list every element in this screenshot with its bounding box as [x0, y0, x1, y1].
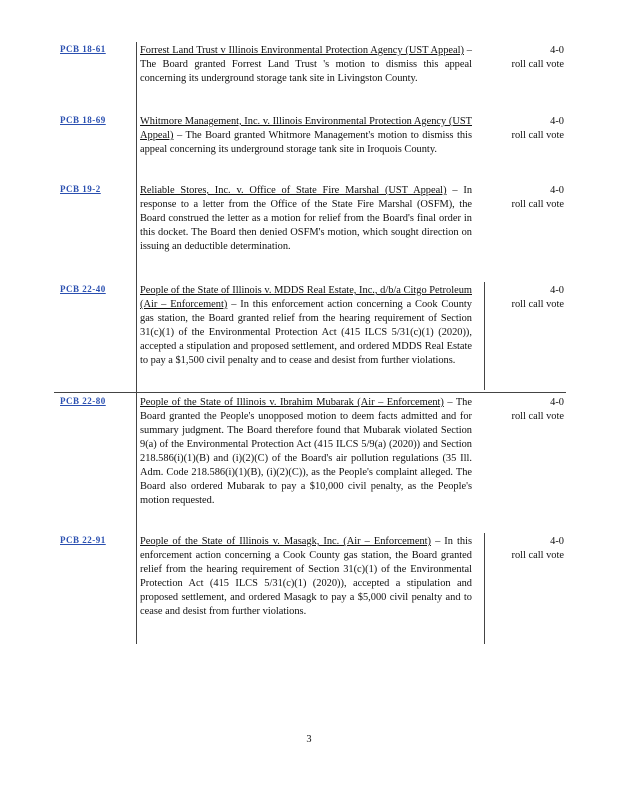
case-number-link[interactable]: PCB 18-69: [60, 115, 106, 125]
case-summary: – In this enforcement action concerning a Cook County gas station, the Board granted relief from the hearing requirement of Section 31(c)(1) of the Environmental Protection Act (415 ILCS 5/31(c)(1) (2020)), accepted a stipulation and proposed settlement, and ordered Masagk to pay a $5,000 civil penalty and to cease and desist from further violations.: [140, 536, 472, 617]
case-number-link[interactable]: PCB 18-61: [60, 44, 106, 54]
vote-count: 4-0: [550, 45, 564, 56]
case-title: People of the State of Illinois v. Ibrahim Mubarak (Air – Enforcement): [140, 397, 444, 408]
case-title: Forrest Land Trust v Illinois Environmental Protection Agency (UST Appeal): [140, 45, 464, 56]
vote-cell: [484, 284, 564, 312]
column-divider-right: [484, 533, 485, 644]
case-summary: – In response to a letter from the Office of the State Fire Marshal (OSFM), the Board construed the letter as a motion for relief from the Board's final order in this docket. The Board then denied OSFM's motion, which sought direction on issuing an deductible determination.: [140, 185, 473, 252]
vote-cell: [484, 184, 564, 212]
vote-count: 4-0: [550, 116, 564, 127]
vote-type: roll call vote: [511, 411, 564, 422]
case-title: Whitmore Management, Inc. v. Illinois Environmental Protection Agency (UST Appeal): [140, 116, 472, 141]
page-number: 3: [306, 734, 312, 745]
column-divider-right: [484, 282, 485, 390]
entry-description: [140, 115, 472, 157]
case-summary: – The Board granted the People's unopposed motion to deem facts admitted and for summary judgment. The Board therefore found that Mubarak violated Section 9(a) of the Environmental Protection Act (415 ILCS 5/9(a) (2020)) and Section 218.586(i)(1)(B) and (i)(2)(C) of the Board's air pollution regulations (35 Ill. Adm. Code 218.586(i)(1)(B), (i)(2)(C)), as the People's complaint alleged. The Board also ordered Mubarak to pay a $10,000 civil penalty, as the People's motion requested.: [140, 397, 472, 506]
case-title: People of the State of Illinois v. MDDS Real Estate, Inc., d/b/a Citgo Petroleum (Air – Enforcement): [140, 285, 472, 310]
vote-type: roll call vote: [511, 130, 564, 141]
vote-count: 4-0: [550, 185, 564, 196]
entry-description: [140, 535, 472, 619]
vote-cell: [484, 535, 564, 563]
vote-count: 4-0: [550, 536, 564, 547]
entry-description: [140, 396, 472, 508]
case-summary: – The Board granted Whitmore Management's motion to dismiss this appeal concerning its underground storage tank site in Iroquois County.: [140, 130, 472, 155]
vote-cell: [484, 44, 564, 72]
vote-type: roll call vote: [511, 199, 564, 210]
vote-type: roll call vote: [511, 550, 564, 561]
case-title: People of the State of Illinois v. Masagk, Inc. (Air – Enforcement): [140, 536, 432, 547]
case-number-link[interactable]: PCB 22-40: [60, 284, 106, 294]
row-divider: [54, 392, 566, 393]
vote-count: 4-0: [550, 397, 564, 408]
vote-cell: [484, 396, 564, 424]
case-title: Reliable Stores, Inc. v. Office of State Fire Marshal (UST Appeal): [140, 185, 447, 196]
vote-type: roll call vote: [511, 59, 564, 70]
case-number-link[interactable]: PCB 22-80: [60, 396, 106, 406]
case-number-link[interactable]: PCB 22-91: [60, 535, 106, 545]
case-number-link[interactable]: PCB 19-2: [60, 184, 101, 194]
vote-cell: [484, 115, 564, 143]
entry-description: [140, 284, 472, 368]
entry-description: [140, 184, 472, 254]
vote-count: 4-0: [550, 285, 564, 296]
vote-type: roll call vote: [511, 299, 564, 310]
case-summary: – In this enforcement action concerning a Cook County gas station, the Board granted relief from the hearing requirement of Section 31(c)(1) of the Environmental Protection Act (415 ILCS 5/31(c)(1) (2020)), accepted a stipulation and proposed settlement, and ordered MDDS Real Estate to pay a $1,500 civil penalty and to cease and desist from further violations.: [140, 299, 473, 366]
case-summary: –The Board granted Forrest Land Trust 's motion to dismiss this appeal concerning its underground storage tank site in Livingston County.: [140, 45, 472, 84]
entry-description: [140, 44, 472, 86]
column-divider-left: [136, 42, 137, 644]
